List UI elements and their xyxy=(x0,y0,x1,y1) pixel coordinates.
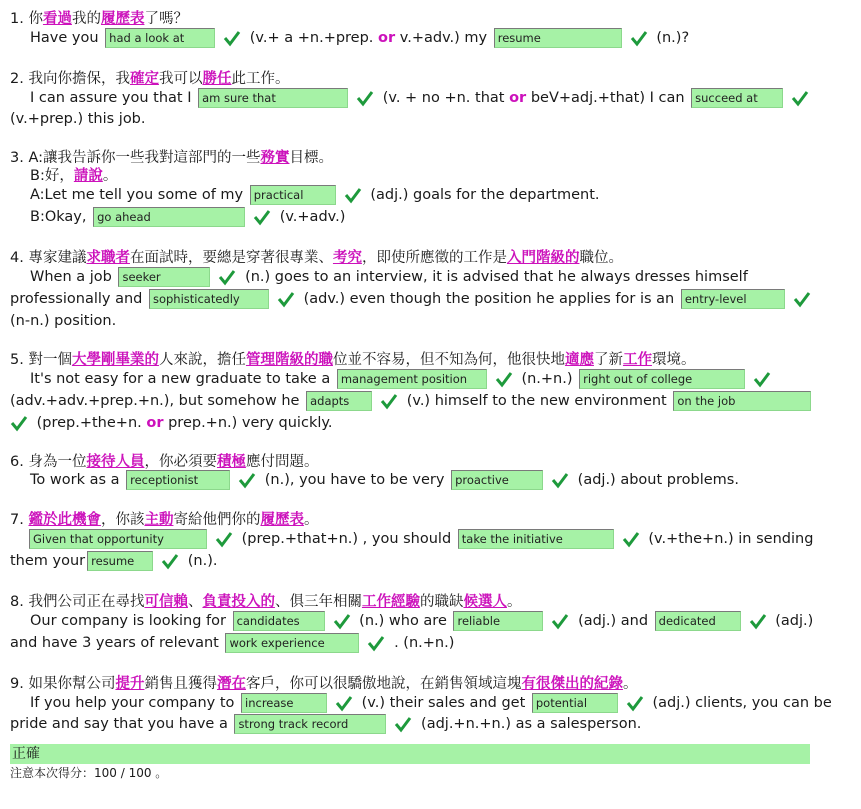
q1-en: Have you had a look at (v.+ a +n.+prep. or v.+adv.) my resume (n.)? xyxy=(30,30,690,46)
answer-field[interactable]: go ahead xyxy=(93,207,245,227)
q4-en2: professionally and sophisticatedly (adv.) even though the position he applies for is an entry-level xyxy=(10,289,815,309)
q3-keyword: 請說 xyxy=(73,168,103,184)
answer-field[interactable]: work experience xyxy=(225,633,359,653)
q7-keyword: 履歷表 xyxy=(260,512,304,528)
q5-en: It's not easy for a new graduate to take a management position (n.+n.) right out of college xyxy=(30,369,775,389)
answer-field[interactable]: reliable xyxy=(453,611,543,631)
answer-field[interactable]: strong track record xyxy=(234,714,386,734)
check-icon xyxy=(495,370,513,388)
answer-field[interactable]: sophisticatedly xyxy=(149,289,269,309)
check-icon xyxy=(277,290,295,308)
answer-field[interactable]: practical xyxy=(250,185,336,205)
check-icon xyxy=(223,29,241,47)
answer-field[interactable]: Given that opportunity xyxy=(29,529,207,549)
q9-keyword: 潛在 xyxy=(216,676,246,692)
check-icon xyxy=(793,290,811,308)
q8-zh: 8. 我們公司正在尋找可信賴、負責投入的、俱三年相關工作經驗的職缺候選人。 xyxy=(10,594,522,610)
q6-keyword: 接待人員 xyxy=(86,454,145,470)
q3-en: A:Let me tell you some of my practical (adj.) goals for the department. xyxy=(30,187,600,203)
q8-keyword: 可信賴 xyxy=(144,594,188,610)
q1-zh: 1. 你看過我的履歷表了嗎？ xyxy=(10,11,188,27)
q2-en: I can assure you that I am sure that (v. + no +n. that or beV+adj.+that) I can succeed at xyxy=(30,88,813,108)
answer-field[interactable]: adapts xyxy=(306,391,372,411)
answer-field[interactable]: take the initiative xyxy=(458,529,614,549)
answer-field[interactable]: right out of college xyxy=(579,369,745,389)
check-icon xyxy=(626,694,644,712)
q7-en: Given that opportunity (prep.+that+n.) , you should take the initiative (v.+the+n.) in sending xyxy=(27,529,813,549)
check-icon xyxy=(394,715,412,733)
q7-keyword: 鑑於此機會 xyxy=(28,512,101,528)
check-icon xyxy=(630,29,648,47)
q4-keyword: 考究 xyxy=(332,250,362,266)
check-icon xyxy=(753,370,771,388)
q1-keyword: 看過 xyxy=(42,11,72,27)
answer-field[interactable]: receptionist xyxy=(126,470,230,490)
q3-zh: 3. A:讓我告訴你一些我對這部門的一些務實目標。 xyxy=(10,150,333,166)
q2-keyword: 確定 xyxy=(129,71,159,87)
q9-keyword: 有很傑出的紀錄 xyxy=(521,676,623,692)
q7-en2: them your resume (n.). xyxy=(10,553,218,569)
answer-field[interactable]: entry-level xyxy=(681,289,785,309)
check-icon xyxy=(380,392,398,410)
answer-field[interactable]: resume xyxy=(87,551,153,571)
q3-zh2: B:好，請說。 xyxy=(30,168,118,184)
q1-keyword: 履歷表 xyxy=(100,11,145,27)
q4-en3: (n-n.) position. xyxy=(10,313,117,329)
q7-zh: 7. 鑑於此機會，你該主動寄給他們你的履歷表。 xyxy=(10,512,319,528)
q9-keyword: 提升 xyxy=(115,676,145,692)
check-icon xyxy=(367,634,385,652)
q6-keyword: 積極 xyxy=(216,454,246,470)
q8-keyword: 候選人 xyxy=(463,594,507,610)
q5-keyword: 工作 xyxy=(622,352,652,368)
answer-field[interactable]: had a look at xyxy=(105,28,215,48)
answer-field[interactable]: am sure that xyxy=(198,88,348,108)
q5-keyword: 適應 xyxy=(564,352,594,368)
check-icon xyxy=(344,186,362,204)
answer-field[interactable]: on the job xyxy=(673,391,811,411)
q5-en3: (prep.+the+n. or prep.+n.) very quickly. xyxy=(4,413,333,433)
check-icon xyxy=(215,530,233,548)
check-icon xyxy=(333,612,351,630)
answer-field[interactable]: potential xyxy=(532,693,618,713)
q4-keyword: 求職者 xyxy=(86,250,130,266)
q2-en-cont: (v.+prep.) this job. xyxy=(10,111,146,127)
answer-field[interactable]: candidates xyxy=(233,611,325,631)
q8-en2: and have 3 years of relevant work experience . (n.+n.) xyxy=(10,635,455,651)
check-icon xyxy=(238,471,256,489)
q8-en: Our company is looking for candidates (n.) who are reliable (adj.) and dedicated (adj.) xyxy=(30,613,814,629)
check-icon xyxy=(791,89,809,107)
q9-en2: pride and say that you have a strong track record (adj.+n.+n.) as a salesperson. xyxy=(10,716,642,732)
score-text: 注意本次得分：100 / 100 。 xyxy=(10,766,168,780)
q4-zh: 4. 專家建議求職者在面試時，要總是穿著很專業、考究，即使所應徵的工作是入門階級的職位。 xyxy=(10,250,623,266)
q2-zh: 2. 我向你擔保，我確定我可以勝任此工作。 xyxy=(10,71,290,87)
q4-en: When a job seeker (n.) goes to an interview, it is advised that he always dresses himself xyxy=(30,269,748,285)
check-icon xyxy=(551,612,569,630)
check-icon xyxy=(551,471,569,489)
q6-en: To work as a receptionist (n.), you have to be very proactive (adj.) about problems. xyxy=(30,472,739,488)
q7-keyword: 主動 xyxy=(144,512,174,528)
q9-en: If you help your company to increase (v.) their sales and get potential (adj.) clients, you can be xyxy=(30,695,832,711)
answer-field[interactable]: seeker xyxy=(118,267,210,287)
q5-zh: 5. 對一個大學剛畢業的人來說，擔任管理階級的職位並不容易，但不知為何，他很快地適應了新工作環境。 xyxy=(10,352,696,368)
check-icon xyxy=(10,414,28,432)
check-icon xyxy=(253,208,271,226)
answer-field[interactable]: proactive xyxy=(451,470,543,490)
check-icon xyxy=(161,552,179,570)
answer-field[interactable]: increase xyxy=(241,693,327,713)
result-banner: 正確 xyxy=(10,744,810,764)
check-icon xyxy=(335,694,353,712)
q5-keyword: 管理階級的職 xyxy=(245,352,333,368)
check-icon xyxy=(622,530,640,548)
q5-keyword: 大學剛畢業的 xyxy=(71,352,159,368)
q3-en2: B:Okay, go ahead (v.+adv.) xyxy=(30,209,346,225)
answer-field[interactable]: dedicated xyxy=(655,611,741,631)
q6-zh: 6. 身為一位接待人員，你必須要積極應付問題。 xyxy=(10,454,319,470)
answer-field[interactable]: resume xyxy=(494,28,622,48)
check-icon xyxy=(356,89,374,107)
q4-keyword: 入門階級的 xyxy=(506,250,580,266)
check-icon xyxy=(218,268,236,286)
check-icon xyxy=(749,612,767,630)
answer-field[interactable]: management position xyxy=(337,369,487,389)
q2-keyword: 勝任 xyxy=(202,71,232,87)
q9-zh: 9. 如果你幫公司提升銷售且獲得潛在客戶，你可以很驕傲地說，在銷售領域這塊有很傑出的紀錄。 xyxy=(10,676,638,692)
answer-field[interactable]: succeed at xyxy=(691,88,783,108)
q5-en2: (adv.+adv.+prep.+n.), but somehow he adapts (v.) himself to the new environment on the job xyxy=(10,391,813,411)
q8-keyword: 工作經驗 xyxy=(361,594,420,610)
q3-keyword: 務實 xyxy=(260,150,290,166)
q8-keyword: 負責投入的 xyxy=(202,594,275,610)
